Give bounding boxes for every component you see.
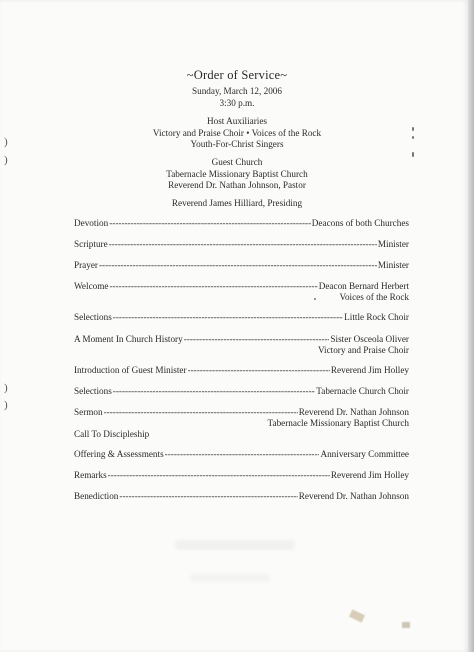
presiding-line: Reverend James Hilliard, Presiding: [171, 198, 303, 208]
guest-church-block: [0, 157, 474, 192]
program-sub-line: Tabernacle Missionary Baptist Church: [267, 418, 409, 428]
host-heading: Host Auxiliaries: [207, 116, 267, 126]
scan-speck: [314, 298, 316, 300]
program-item: Prayer: [74, 260, 98, 270]
dot-leader: [104, 407, 298, 418]
program-person: Reverend Jim Holley: [330, 470, 409, 480]
program-item: Remarks: [74, 470, 107, 480]
guest-church-name: Tabernacle Missionary Baptist Church: [166, 168, 308, 179]
presiding-block: [0, 198, 474, 210]
dot-leader: [108, 470, 330, 481]
dot-leader: [184, 334, 330, 345]
service-time: 3:30 p.m.: [219, 97, 255, 108]
program-person: Reverend Jim Holley: [330, 365, 409, 375]
bleed-through-smudge: [175, 540, 295, 550]
program-item: Scripture: [74, 239, 108, 249]
dot-leader: [113, 386, 316, 397]
program-person: Little Rock Choir: [344, 312, 409, 322]
dot-leader: [113, 312, 343, 323]
dot-leader: [99, 260, 377, 271]
host-line-2: Youth-For-Christ Singers: [190, 139, 284, 149]
dot-leader: [188, 365, 330, 376]
program-person: Minister: [377, 239, 409, 249]
program-entry-welcome: [74, 281, 409, 303]
scan-smudge: [402, 622, 410, 628]
program-item: Offering & Assessments: [74, 449, 164, 459]
program-item: Welcome: [74, 281, 109, 291]
program-item: Sermon: [74, 407, 103, 417]
host-auxiliaries-block: [0, 116, 474, 151]
program-person: Reverend Dr. Nathan Johnson: [298, 407, 409, 417]
program-entry-selections-2: [74, 386, 409, 397]
program-person: Minister: [377, 260, 409, 270]
program-person: Deacon Bernard Herbert: [318, 281, 409, 291]
program-item: A Moment In Church History: [74, 334, 183, 344]
scan-speck: [412, 152, 414, 157]
program-item: Devotion: [74, 218, 109, 228]
date-time-block: [0, 86, 474, 109]
program-item: Benediction: [74, 491, 119, 501]
program-person: Deacons of both Churches: [311, 218, 409, 228]
program-person: Sister Osceola Oliver: [330, 334, 409, 344]
dot-leader: [119, 491, 297, 502]
scan-speck: [412, 136, 414, 139]
program-entry-devotion: [74, 218, 409, 229]
binding-mark: ): [4, 382, 8, 394]
dot-leader: [109, 218, 311, 229]
program-sub-line: Victory and Praise Choir: [317, 345, 409, 355]
program-item: Call To Discipleship: [74, 429, 150, 439]
program-entry-discipleship: [74, 429, 409, 440]
dot-leader: [109, 281, 317, 292]
scan-speck: [412, 127, 414, 131]
program-entry-sermon: [74, 407, 409, 429]
service-date: Sunday, March 12, 2006: [192, 86, 282, 96]
program-entry-benediction: [74, 491, 409, 502]
dot-leader: [109, 239, 377, 250]
program-entry-offering: [74, 449, 409, 460]
program-sub-line: Voices of the Rock: [339, 292, 409, 302]
dot-leader: [165, 449, 320, 460]
binding-mark: ): [4, 136, 8, 148]
page-title: ~Order of Service~: [186, 68, 288, 82]
guest-heading: Guest Church: [211, 157, 263, 167]
binding-mark: ): [4, 154, 8, 166]
program-item: Selections: [74, 386, 112, 396]
binding-mark: ): [4, 399, 8, 411]
host-line-1: Victory and Praise Choir • Voices of the Rock: [152, 127, 322, 138]
bleed-through-smudge: [190, 574, 270, 582]
program-entry-remarks: [74, 470, 409, 481]
program-person: Tabernacle Church Choir: [316, 386, 409, 396]
program-person: Reverend Dr. Nathan Johnson: [298, 491, 409, 501]
program-entry-scripture: [74, 239, 409, 250]
program-entry-church-history: [74, 334, 409, 356]
program-entry-guest-minister: [74, 365, 409, 376]
program-person: Anniversary Committee: [320, 449, 409, 459]
guest-pastor: Reverend Dr. Nathan Johnson, Pastor: [168, 180, 306, 190]
program-entry-prayer: [74, 260, 409, 271]
program-entry-selections-1: [74, 312, 409, 323]
program-item: Selections: [74, 312, 112, 322]
program-item: Introduction of Guest Minister: [74, 365, 187, 375]
